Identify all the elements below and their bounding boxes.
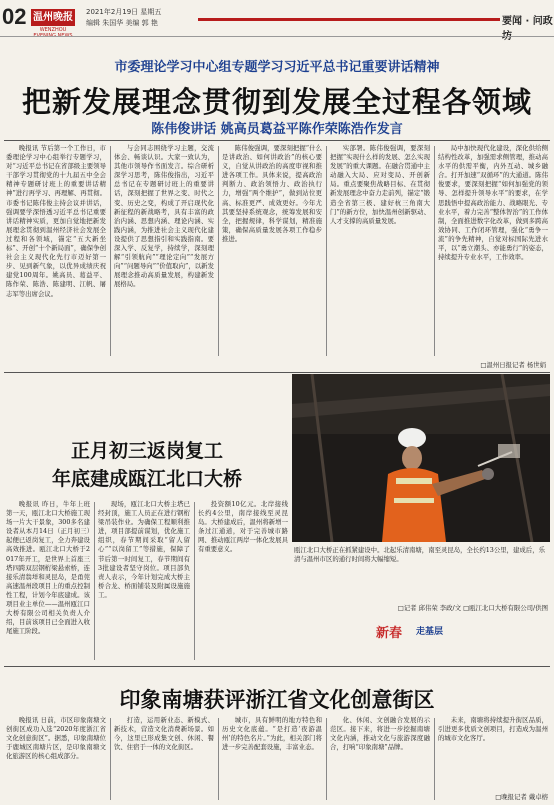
story1-byline: □温州日报记者 杨世娟 [480,361,546,369]
column-divider [110,718,111,800]
story1-column-5 [438,144,548,358]
story3-column-2 [114,716,214,802]
story1-column-4 [330,144,430,358]
story3-text: 打造，运用新业态、新模式、新技术，营造文化消费新场景。如今，这里已形成集文创、休闲、餐饮、住宿于一体的文化街区。 [114,716,214,752]
column-divider [110,146,111,356]
story-divider [4,372,550,373]
column-divider [218,718,219,800]
story3-column-3 [222,716,322,802]
photo-caption-text: 瓯江北口大桥正在抓紧建设中。北起乐清南塘，南至灵昆岛，全长约13公里，建成后，乐清与温州市区的通行时间将大幅缩短。 [294,546,545,564]
story2-headline-line2: 年底建成瓯江北口大桥 [51,468,242,490]
story1-text: 实部署。陈伟俊强调，要深刻把握“实现什么样的发展、怎么实现发展”的重大课题。在融合贯通中主动融入大局、应对变局、开创新局。重点要聚焦战略目标、在贯彻新发展理念中奋力走前列，锚定“锻造全省第三极、建好杭三角南大门”的新方位，加快温州创新驱动、人才支撑的高质量发展。 [330,144,430,225]
story2-headline-line1: 正月初三返岗复工 [70,440,223,462]
story3-text: 化、休闲、文创融合发展的示范区。接下来，将进一步挖掘南塘文化内涵，推动文化与旅游深度融合，打响“印象南塘”品牌。 [330,716,430,752]
column-stamp-grassroots: 走基层 [416,627,444,637]
issue-date: 2021年2月19日 星期五 [86,8,162,16]
story1-text: 局中加快现代化建设，深化供给侧结构性改革，加强需求侧管理，推动高水平的供需平衡，内外互动、城乡融合。打开加速“双循环”的大通道。陈伟俊要求，要深刻把握“如何加强党的领导、怎样提升领导水平”的要求，在学思践悟中提高政治能力、战略眼光、专业水平，着力完善“整体智治”的工作体制，全面推进数字化改革，做到多跨高效协同、工作闭环管理，强化“勇争一流”的争先精神，自觉对标国际先进水平，以“勇立潮头、亦能勇行”的姿态，持续提升专业水平，工作效率。 [438,144,548,262]
story2-column-1 [6,500,90,662]
story3-text: 城市，具有鲜明的地方特色和历史文化底蕴。“是打造‘夜游温州’的特色名片。”为此，相关部门将进一步完善配套设施，丰富业态。 [222,716,322,752]
header-divider [0,36,554,37]
story3-column-1 [6,716,106,802]
column-divider [94,502,95,660]
editors-line: 编辑 朱国华 美编 郭 艳 [86,19,158,27]
story1-kicker: 市委理论学习中心组专题学习习近平总书记重要讲话精神 [114,60,440,75]
column-divider [326,146,327,356]
column-divider [434,718,435,800]
construction-photo [292,374,550,542]
story2-text: 现场，瓯江北口大桥主塔已经封顶，施工人员正在进行钢桁梁吊装作业。为确保工程顺利推进，项目部提前谋划，优化施工组织，春节期间采取“留人留心”“以岗留工”等措施，保障了节后第一时间复工，春节期间有3批建设者坚守岗位。项目部负责人表示，今年计划完成大桥主桥合龙、桥面铺装及附属设施施工。 [98,500,190,599]
newspaper-logo-sub: WENZHOU [39,27,67,33]
page-header [0,0,554,44]
story3-column-5 [438,716,548,792]
story3-column-4 [330,716,430,802]
story2-text: 晚报讯 昨日，牛年上班第一天，瓯江北口大桥施工现场一片大干景象，300多名建设者从本月14日（正月初三）起便已返岗复工，全力奔建设高效推进。瓯江北口大桥于2017年开工，是世界上首座三塔四跨双层钢桁梁悬索桥，连接乐清翁垟和灵昆岛，是甬莞高速温州段项目上的重点控制性工程，计划今年底建成。该项目业主单位——温州瓯江口大桥有限公司相关负责人介绍，目前该项目已全面进入收尾施工阶段。 [6,500,90,636]
page-number: 02 [2,4,27,29]
header-accent-bar [198,18,500,21]
story1-text: 陈伟俊强调，要深刻把握“什么是讲政治、如何讲政治”的核心要义，自觉从讲政治的高度审视和推进各项工作。具体来说，提高政治判断力、政治领悟力、政治执行力，增强“两个维护”，做到站位更高、标准更严、成效更好。今年尤其要坚持系统观念，统筹发展和安全，把握规律，科学谋划，精准施策，确保高质量发展各项工作稳步推进。 [222,144,322,243]
story3-byline: □晚报记者 戴卓榕 [495,793,548,801]
column-divider [218,146,219,356]
story1-title-divider [4,140,550,141]
story1-column-1 [6,144,106,358]
photo-caption [294,546,548,602]
story1-column-2 [114,144,214,358]
photo-credit: □记者 邱伟荣 李政/文 □瓯江北口大桥有限公司/供图 [397,604,548,612]
story3-headline: 印象南塘获评浙江省文化创意街区 [119,688,435,712]
column-divider [326,718,327,800]
story2-column-2 [98,500,190,662]
story3-text: 未来，南塘将持续提升街区品质，引进更多优质文创项目，打造成为温州的城市文化客厅。 [438,716,548,743]
story1-text: 与会同志围绕学习主题，交流体会、畅谈认识。大家一致认为，其他市领导作书面发言。综合研析深学习思考，陈伟俊指出，习近平总书记在专题研讨班上的重要讲话，深刻把握了世界之变、时代之变、历史之变，构成了开启现代化新征程的新战略考，具有丰富的政治内涵、思想内涵、理论内涵、实践内涵，为推进社会主义现代化建设提供了思想指引和实践指南。要深入学、反复学，持续学，深刻理解“引领航向”“理论定向”“发展方向”“问题导向”“价值取向”，以新发展理念推动高质量发展，构建新发展格局。 [114,144,214,289]
story2-text: 投资额10亿元。北岸接线长约4公里，南岸接线至灵昆岛。大桥建成后，温州将新增一条过江通道，对于完善城市路网、推动瓯江两岸一体化发展具有重要意义。 [198,500,288,554]
story3-text: 晚报讯 日前，市区印象南塘文创街区成功入选“2020年度浙江省文化创意街区”。据悉，印象南塘位于鹿城区南塘片区，是印象南塘文化旅游区的核心组成部分。 [6,716,106,761]
story1-column-3 [222,144,322,358]
story1-text: 晚报讯 节后第一个工作日，市委理论学习中心组举行专题学习，对“习近平总书记在省部级主要领导干部学习贯彻党的十九届五中全会精神专题研讨班上的重要讲话精神”进行再学习、再理解、再贯彻。市委书记陈伟俊主持会议并讲话，强调要学深悟透习近平总书记重要讲话精神实质，更加自觉地把新发展理念贯彻到温州经济社会发展全过程和各领域，锚定“五大新坐标”、开创“十个新局面”，确保争创社会主义现代化先行市迈好第一步、见到新气象，以优异成绩庆祝建党100周年。姚高员、葛益平、陈作荣、陈浩、陈建明、江帆、屠志军等出席会议。 [6,144,106,298]
construction-photo-illustration [292,374,550,542]
newspaper-logo: 温州晚报 [31,9,75,26]
section-title: 要闻 · 问政 [502,16,553,27]
column-stamp-new-year: 新春 [376,626,403,641]
story-divider [4,666,550,667]
story2-column-3 [198,500,288,662]
story1-subheadline: 陈伟俊讲话 姚高员葛益平陈作荣陈浩作发言 [151,122,403,137]
story1-headline: 把新发展理念贯彻到发展全过程各领域 [21,85,532,119]
column-divider [194,502,195,660]
column-divider [434,146,435,356]
